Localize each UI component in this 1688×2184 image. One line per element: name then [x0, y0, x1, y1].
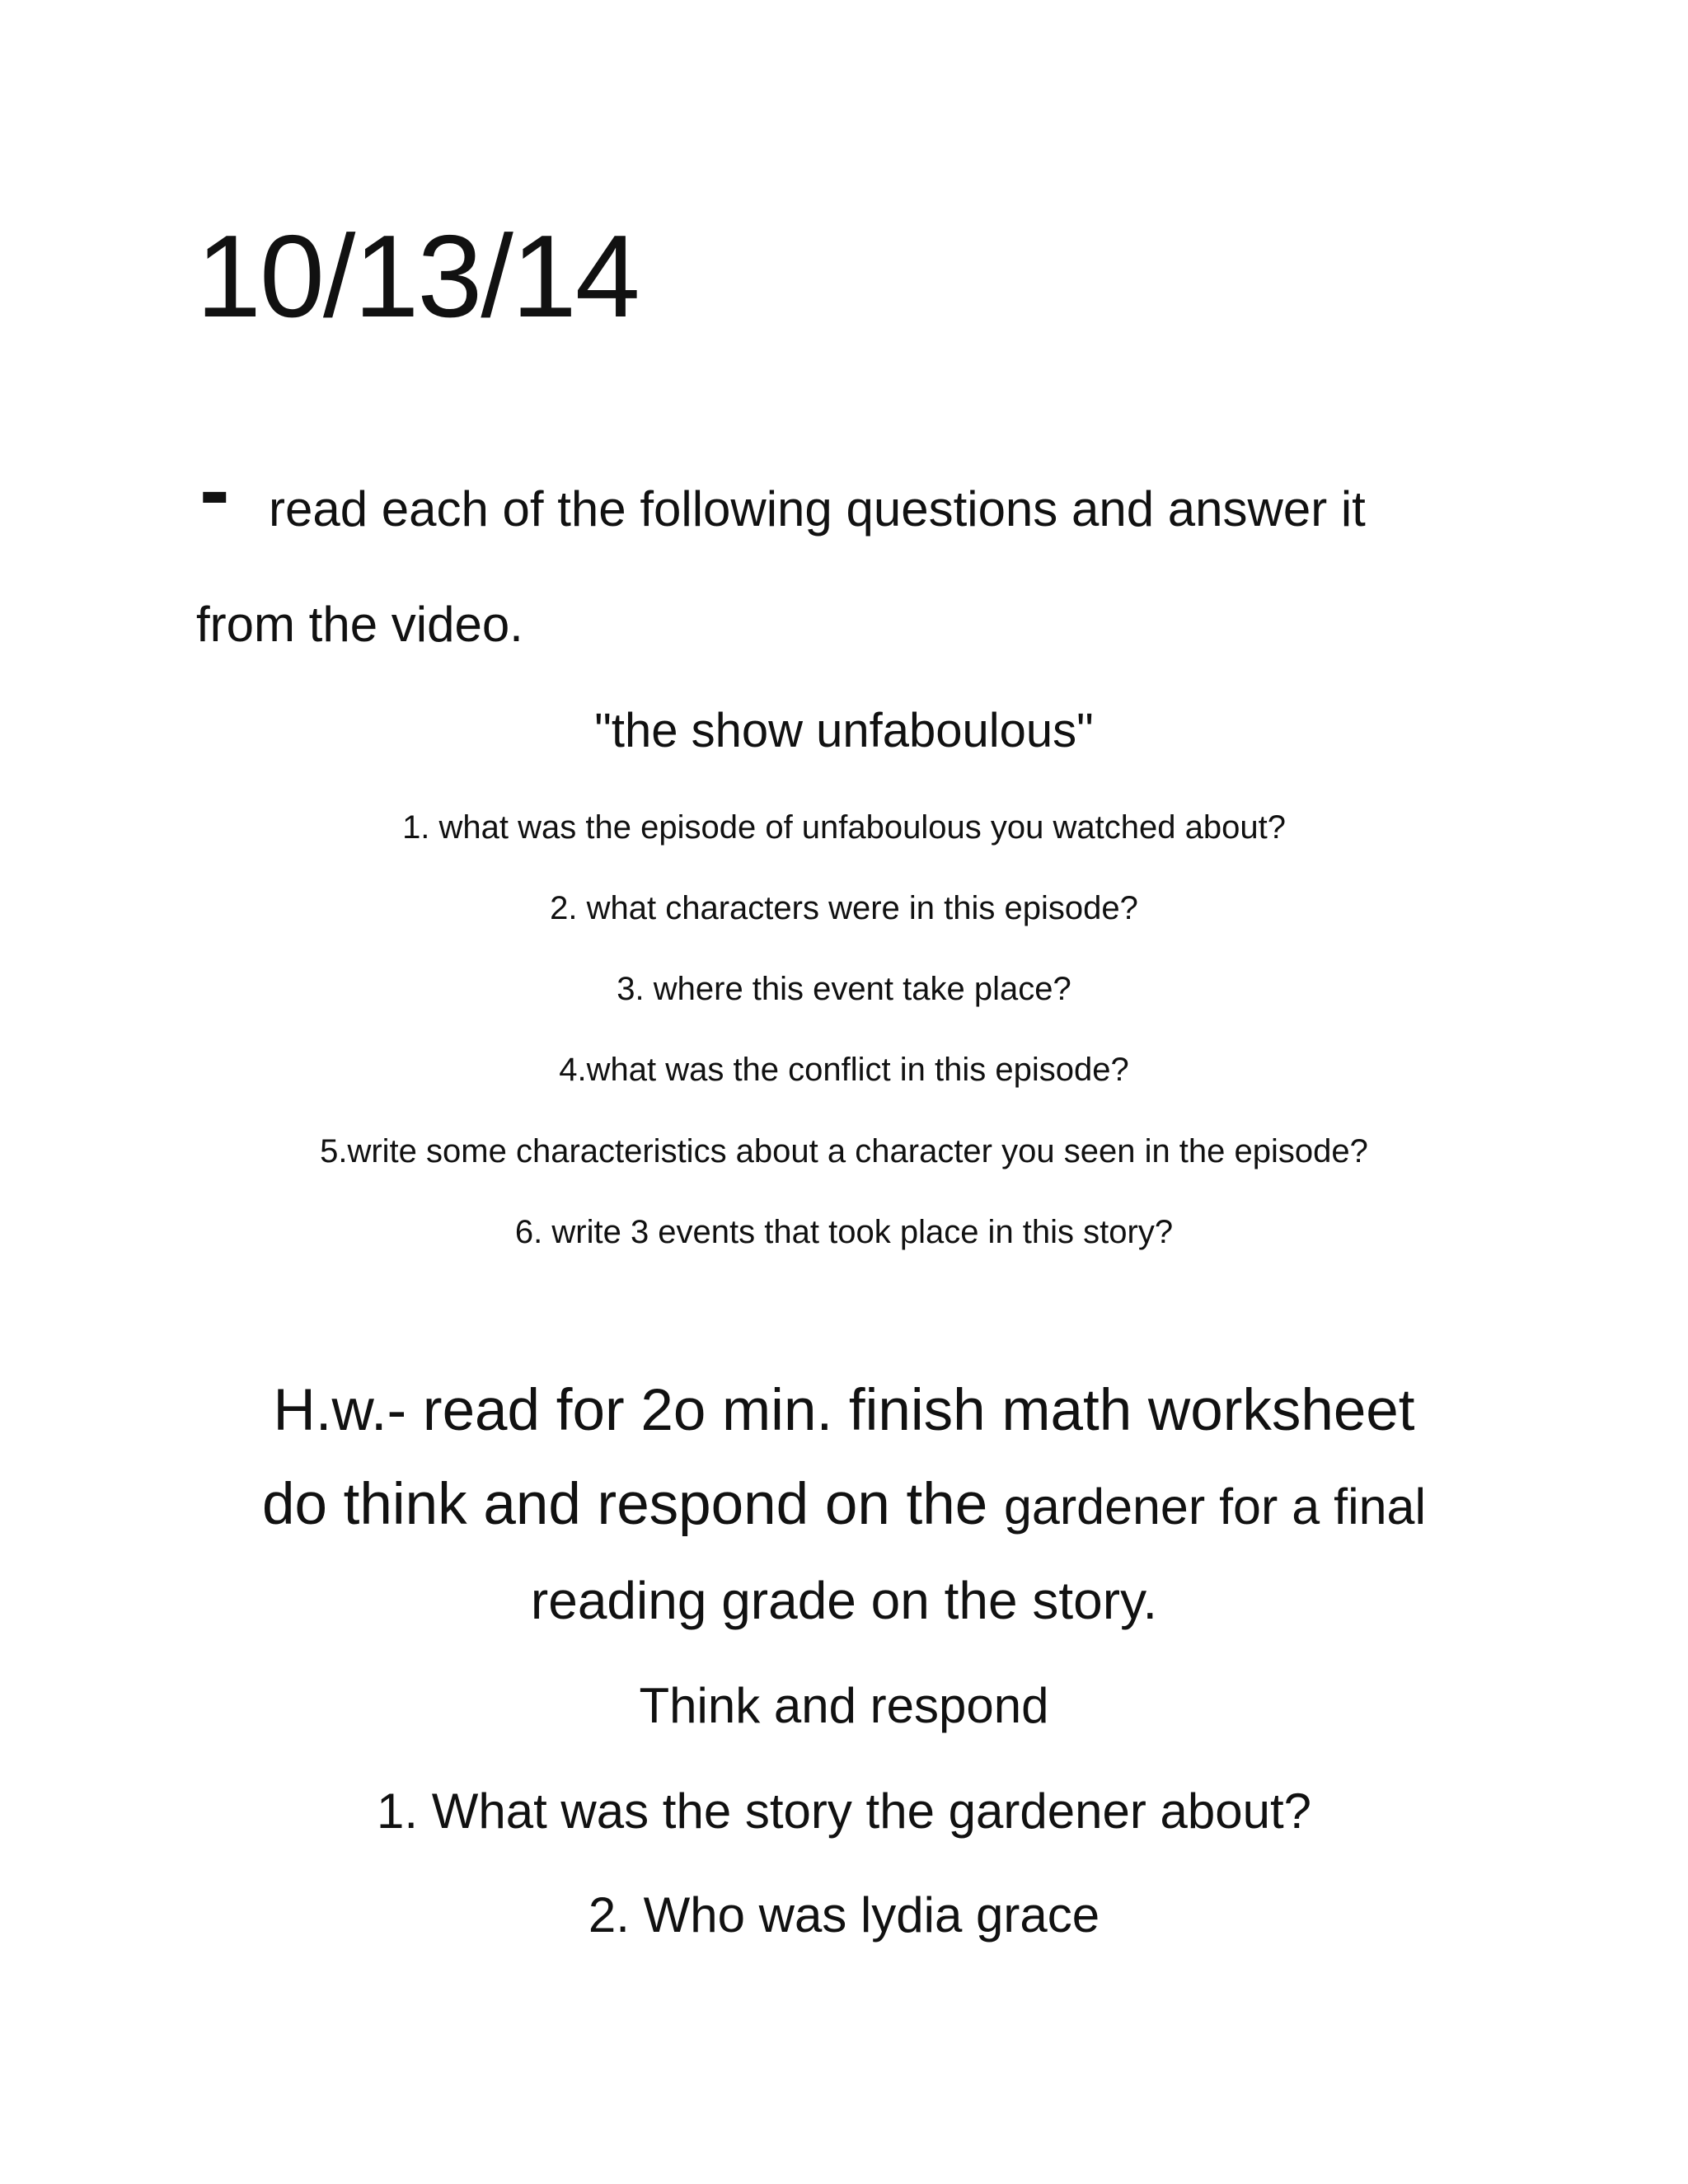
- think-respond-title: Think and respond: [639, 1678, 1049, 1733]
- think-respond-item-2: 2. Who was lydia grace: [588, 1887, 1100, 1943]
- homework-line1: H.w.- read for 2o min. finish math worksheet: [273, 1378, 1415, 1443]
- show-title: "the show unfaboulous": [594, 704, 1094, 757]
- instruction-text-line1: read each of the following questions and answer it: [269, 481, 1366, 537]
- question-6: 6. write 3 events that took place in this story?: [514, 1214, 1174, 1250]
- question-2: 2. what characters were in this episode?: [550, 890, 1138, 926]
- question-3: 3. where this event take place?: [617, 971, 1071, 1007]
- homework-line3: reading grade on the story.: [530, 1571, 1158, 1630]
- instruction-bullet: -: [199, 439, 230, 541]
- instruction-text-line2: from the video.: [196, 597, 523, 652]
- homework-line2: [0, 1472, 1688, 1537]
- homework-line2-part1: do think and respond on the: [261, 1472, 1004, 1537]
- homework-line2-part2: gardener for a final: [1003, 1479, 1427, 1535]
- question-1: 1. what was the episode of unfaboulous you watched about?: [402, 809, 1286, 846]
- question-4: 4.what was the conflict in this episode?: [559, 1052, 1129, 1088]
- date-heading: 10/13/14: [196, 211, 639, 342]
- question-5: 5.write some characteristics about a character you seen in the episode?: [320, 1133, 1368, 1169]
- think-respond-item-1: 1. What was the story the gardener about?: [377, 1783, 1311, 1839]
